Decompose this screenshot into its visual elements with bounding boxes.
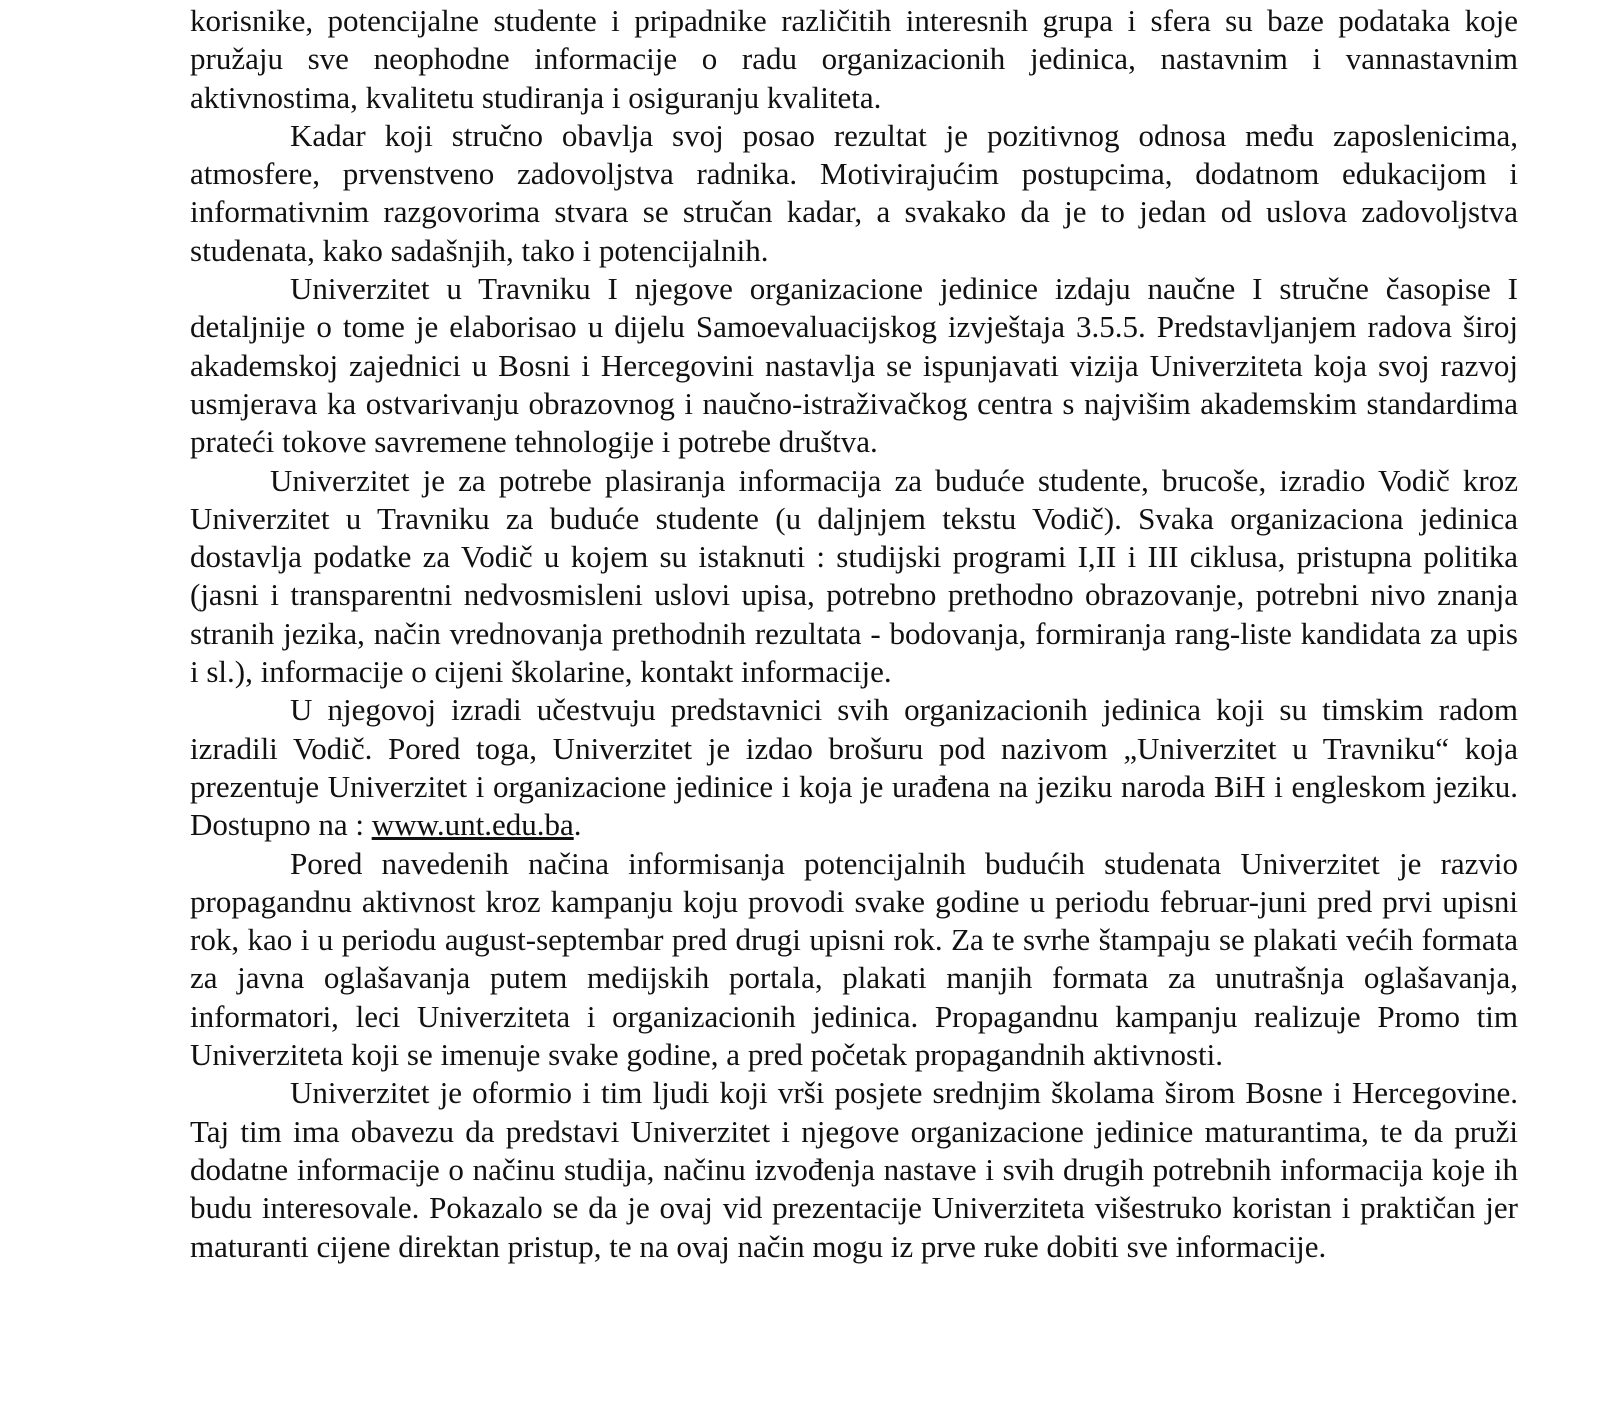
- paragraph-guide-authors-end: .: [573, 807, 582, 843]
- paragraph-guide-authors-text: U njegovoj izradi učestvuju predstavnici svih organizacionih jedinica koji su timskim radom izradili Vodič. Pored toga, Univerzitet je izdao brošuru pod nazivom „Univerzitet u Travniku“ koja prezentuje Univerzitet i organizacione jedinice i koja je urađena na jeziku naroda BiH i engleskom jeziku. Dostupno na :: [190, 692, 1518, 843]
- website-link[interactable]: www.unt.edu.ba: [371, 807, 574, 843]
- paragraph-promo-campaign: Pored navedenih načina informisanja potencijalnih budućih studenata Univerzitet je razvio propagandnu aktivnost kroz kampanju koju provodi svake godine u periodu februar-juni pred prvi upisni rok, kao i u periodu august-septembar pred drugi upisni rok. Za te svrhe štampaju se plakati većih formata za javna oglašavanja putem medijskih portala, plakati manjih formata za unutrašnja oglašavanja, informatori, leci Univerziteta i organizacionih jedinica. Propagandnu kampanju realizuje Promo tim Univerziteta koji se imenuje svake godine, a pred početak propagandnih aktivnosti.: [190, 845, 1518, 1073]
- paragraph-staff-satisfaction: Kadar koji stručno obavlja svoj posao rezultat je pozitivnog odnosa među zaposlenicima, atmosfere, prvenstveno zadovoljstva radnika. Motivirajućim postupcima, dodatnom edukacijom i informativnim razgovorima stvara se stručan kadar, a svakako da je to jedan od uslova zadovoljstva studenata, kako sadašnjih, tako i potencijalnih.: [190, 117, 1518, 268]
- paragraph-school-visits: Univerzitet je oformio i tim ljudi koji vrši posjete srednjim školama širom Bosne i Hercegovine. Taj tim ima obavezu da predstavi Univerzitet i njegove organizacione jedinice maturantima, te da pruži dodatne informacije o načinu studija, načinu izvođenja nastave i svih drugih potrebnih informacija koje ih budu interesovale. Pokazalo se da je ovaj vid prezentacije Univerziteta višestruko koristan i praktičan jer maturanti cijene direktan pristup, te na ovaj način mogu iz prve ruke dobiti sve informacije.: [190, 1075, 1518, 1264]
- paragraph-journals: Univerzitet u Travniku I njegove organizacione jedinice izdaju naučne I stručne časopise I detaljnije o tome je elaborisao u dijelu Samoevaluacijskog izvještaja 3.5.5. Predstavljanjem radova široj akademskoj zajednici u Bosni i Hercegovini nastavlja se ispunjavati vizija Univerziteta koja svoj razvoj usmjerava ka ostvarivanju obrazovnog i naučno-istraživačkog centra s najvišim akademskim standardima prateći tokove savremene tehnologije i potrebe društva.: [190, 271, 1518, 460]
- paragraph-guide-authors: [190, 691, 1518, 844]
- document-page: [190, 2, 1518, 1266]
- paragraph-continuation: korisnike, potencijalne studente i pripadnike različitih interesnih grupa i sfera su baze podataka koje pružaju sve neophodne informacije o radu organizacionih jedinica, nastavnim i vannastavnim aktivnostima, kvalitetu studiranja i osiguranju kvaliteta.: [190, 3, 1518, 115]
- paragraph-student-guide: Univerzitet je za potrebe plasiranja informacija za buduće studente, brucoše, izradio Vodič kroz Univerzitet u Travniku za buduće studente (u daljnjem tekstu Vodič). Svaka organizaciona jedinica dostavlja podatke za Vodič u kojem su istaknuti : studijski programi I,II i III ciklusa, pristupna politika (jasni i transparentni nedvosmisleni uslovi upisa, potrebno prethodno obrazovanje, potrebni nivo znanja stranih jezika, način vrednovanja prethodnih rezultata - bodovanja, formiranja rang-liste kandidata za upis i sl.), informacije o cijeni školarine, kontakt informacije.: [190, 462, 1518, 690]
